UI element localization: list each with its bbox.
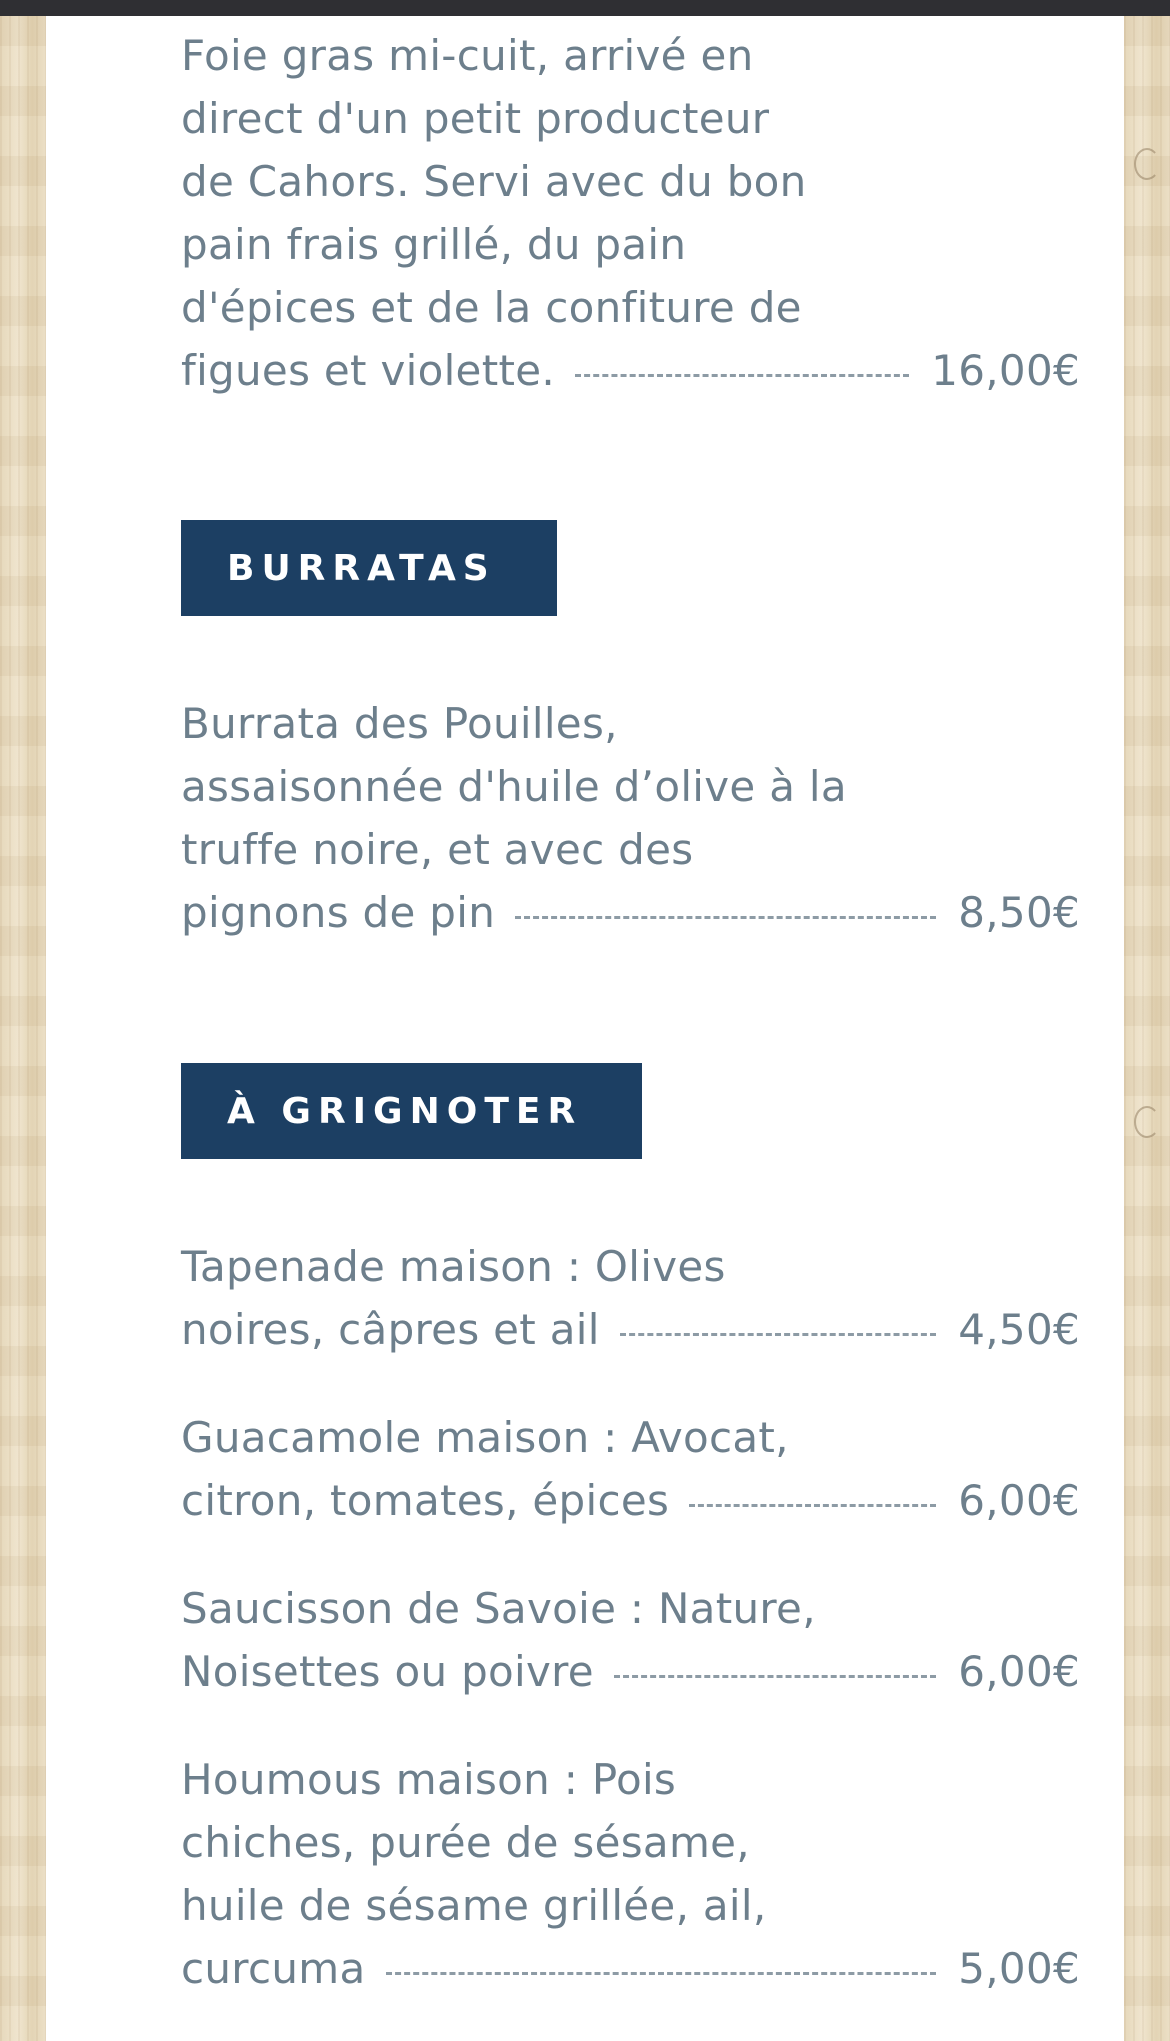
item-description-line: direct d'un petit producteur bbox=[181, 94, 770, 143]
menu-item-tapenade bbox=[181, 1235, 1080, 1361]
item-description-line: Houmous maison : Pois bbox=[181, 1755, 677, 1804]
dotted-leader bbox=[515, 916, 936, 919]
menu-item-guacamole bbox=[181, 1406, 1080, 1532]
section-title: À GRIGNOTER bbox=[227, 1090, 583, 1132]
item-description-line: figues et violette. bbox=[181, 346, 556, 395]
item-price-line bbox=[181, 1298, 1080, 1361]
item-description-line: noires, câpres et ail bbox=[181, 1305, 600, 1354]
dotted-leader bbox=[689, 1504, 936, 1507]
wood-knot bbox=[1134, 1106, 1160, 1138]
item-description-line: Noisettes ou poivre bbox=[181, 1647, 594, 1696]
wood-border-right bbox=[1124, 16, 1170, 2041]
item-description-line: pignons de pin bbox=[181, 888, 496, 937]
section-header-a-grignoter bbox=[181, 1063, 642, 1159]
dotted-leader bbox=[614, 1675, 936, 1678]
menu-item-houmous bbox=[181, 1748, 1080, 2000]
menu-item-foie-gras bbox=[181, 24, 1080, 402]
item-price-line bbox=[181, 1937, 1080, 2000]
item-price: 16,00€ bbox=[931, 346, 1080, 395]
item-price-line bbox=[181, 881, 1080, 944]
item-description-line: Saucisson de Savoie : Nature, bbox=[181, 1584, 816, 1633]
dotted-leader bbox=[575, 374, 909, 377]
item-description-line: chiches, purée de sésame, bbox=[181, 1818, 750, 1867]
item-description-line: Foie gras mi-cuit, arrivé en bbox=[181, 31, 754, 80]
item-description-line: de Cahors. Servi avec du bon bbox=[181, 157, 807, 206]
item-description-line: Tapenade maison : Olives bbox=[181, 1242, 726, 1291]
item-price: 5,00€ bbox=[958, 1944, 1080, 1993]
menu-item-saucisson bbox=[181, 1577, 1080, 1703]
item-price-line bbox=[181, 1469, 1080, 1532]
item-description-line: huile de sésame grillée, ail, bbox=[181, 1881, 767, 1930]
item-description-line: pain frais grillé, du pain bbox=[181, 220, 687, 269]
wood-border-left bbox=[0, 16, 46, 2041]
item-description-line: curcuma bbox=[181, 1944, 366, 1993]
item-description-line: Guacamole maison : Avocat, bbox=[181, 1413, 789, 1462]
dotted-leader bbox=[386, 1972, 937, 1975]
menu-item-burrata bbox=[181, 692, 1080, 944]
section-header-burratas bbox=[181, 520, 557, 616]
item-description-line: Burrata des Pouilles, bbox=[181, 699, 618, 748]
item-price-line bbox=[181, 339, 1080, 402]
item-price: 6,00€ bbox=[958, 1476, 1080, 1525]
item-price: 6,00€ bbox=[958, 1647, 1080, 1696]
dotted-leader bbox=[620, 1333, 937, 1336]
browser-top-bar bbox=[0, 0, 1170, 16]
item-price-line bbox=[181, 1640, 1080, 1703]
item-description-line: truffe noire, et avec des bbox=[181, 825, 694, 874]
item-description-line: citron, tomates, épices bbox=[181, 1476, 670, 1525]
item-price: 4,50€ bbox=[958, 1305, 1080, 1354]
item-price: 8,50€ bbox=[958, 888, 1080, 937]
section-title: BURRATAS bbox=[227, 547, 496, 589]
wood-knot bbox=[1134, 148, 1160, 180]
item-description-line: assaisonnée d'huile d’olive à la bbox=[181, 762, 847, 811]
menu-content bbox=[46, 16, 1124, 2041]
item-description-line: d'épices et de la confiture de bbox=[181, 283, 802, 332]
